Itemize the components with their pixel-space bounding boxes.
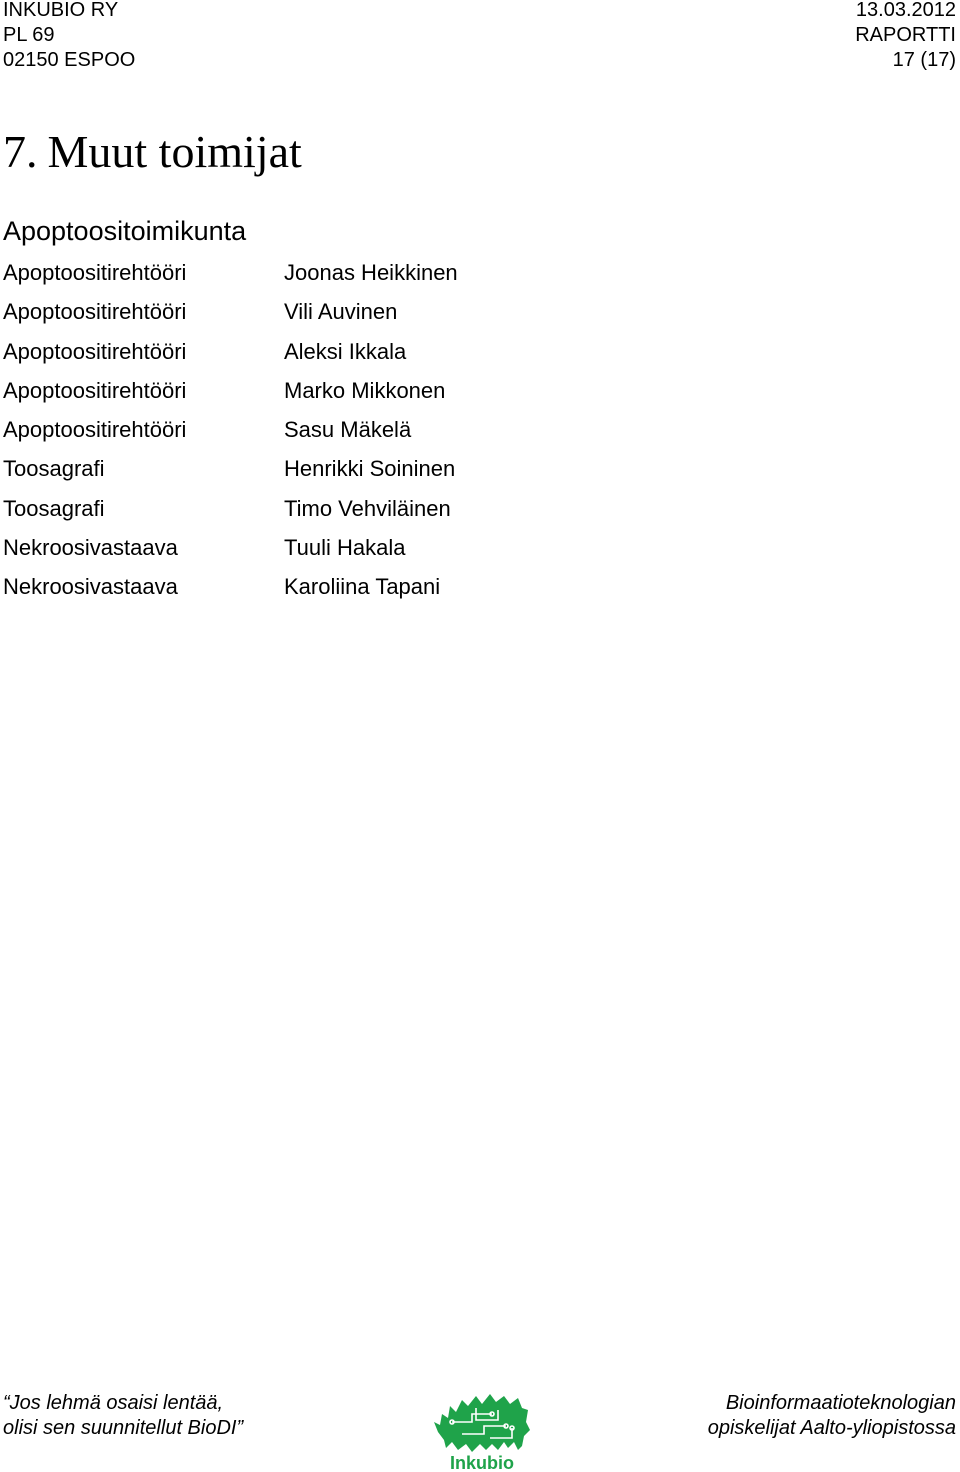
header-date: 13.03.2012 [855, 0, 956, 21]
roster-row [3, 494, 703, 533]
footer-org-description [708, 1391, 956, 1441]
roster-role: Toosagrafi [3, 495, 105, 521]
roster-list [3, 258, 703, 612]
header-postal-city: 02150 ESPOO [3, 49, 136, 71]
section-title: Muut toimijat [47, 126, 302, 177]
roster-row [3, 454, 703, 493]
roster-role: Apoptoositirehtööri [3, 299, 187, 325]
header-doc-type: RAPORTTI [855, 24, 956, 46]
footer-org-line-1: Bioinformaatioteknologian [725, 1392, 956, 1414]
roster-name: Aleksi Ikkala [284, 338, 407, 364]
roster-row [3, 297, 703, 336]
roster-name: Henrikki Soininen [284, 456, 456, 482]
roster-row [3, 258, 703, 297]
roster-name: Joonas Heikkinen [284, 260, 458, 285]
logo-cow-shape [434, 1394, 530, 1452]
header-meta [855, 0, 956, 73]
logo-wordmark: Inkubio [450, 1453, 514, 1472]
section-number: 7. [3, 126, 38, 177]
inkubio-logo-icon [432, 1392, 532, 1472]
roster-name: Marko Mikkonen [284, 377, 446, 403]
section-heading [3, 124, 302, 180]
header-po-box: PL 69 [3, 24, 55, 46]
header-page-number: 17 (17) [892, 49, 956, 71]
subsection-heading: Apoptoositoimikunta [3, 216, 247, 246]
roster-role: Nekroosivastaava [3, 535, 178, 561]
roster-row [3, 376, 703, 415]
roster-role: Apoptoositirehtööri [3, 377, 187, 403]
roster-row [3, 415, 703, 454]
header-org-name: INKUBIO RY [3, 0, 119, 21]
roster-role: Nekroosivastaava [3, 574, 178, 600]
roster-role: Apoptoositirehtööri [3, 417, 187, 443]
footer-quote-line-2: olisi sen suunnitellut BioDI” [3, 1417, 244, 1439]
roster-name: Timo Vehviläinen [284, 495, 451, 521]
header-address [3, 0, 135, 73]
roster-name: Vili Auvinen [284, 299, 398, 325]
footer-quote-line-1: “Jos lehmä osaisi lentää, [3, 1392, 224, 1414]
roster-name: Karoliina Tapani [284, 574, 441, 600]
roster-row [3, 572, 703, 611]
roster-name: Sasu Mäkelä [284, 417, 412, 443]
roster-row [3, 337, 703, 376]
footer-quote [3, 1391, 243, 1441]
roster-role: Apoptoositirehtööri [3, 260, 187, 285]
footer-org-line-2: opiskelijat Aalto-yliopistossa [707, 1417, 956, 1439]
roster-row [3, 533, 703, 572]
roster-name: Tuuli Hakala [284, 535, 406, 561]
roster-role: Apoptoositirehtööri [3, 338, 187, 364]
roster-role: Toosagrafi [3, 456, 105, 482]
